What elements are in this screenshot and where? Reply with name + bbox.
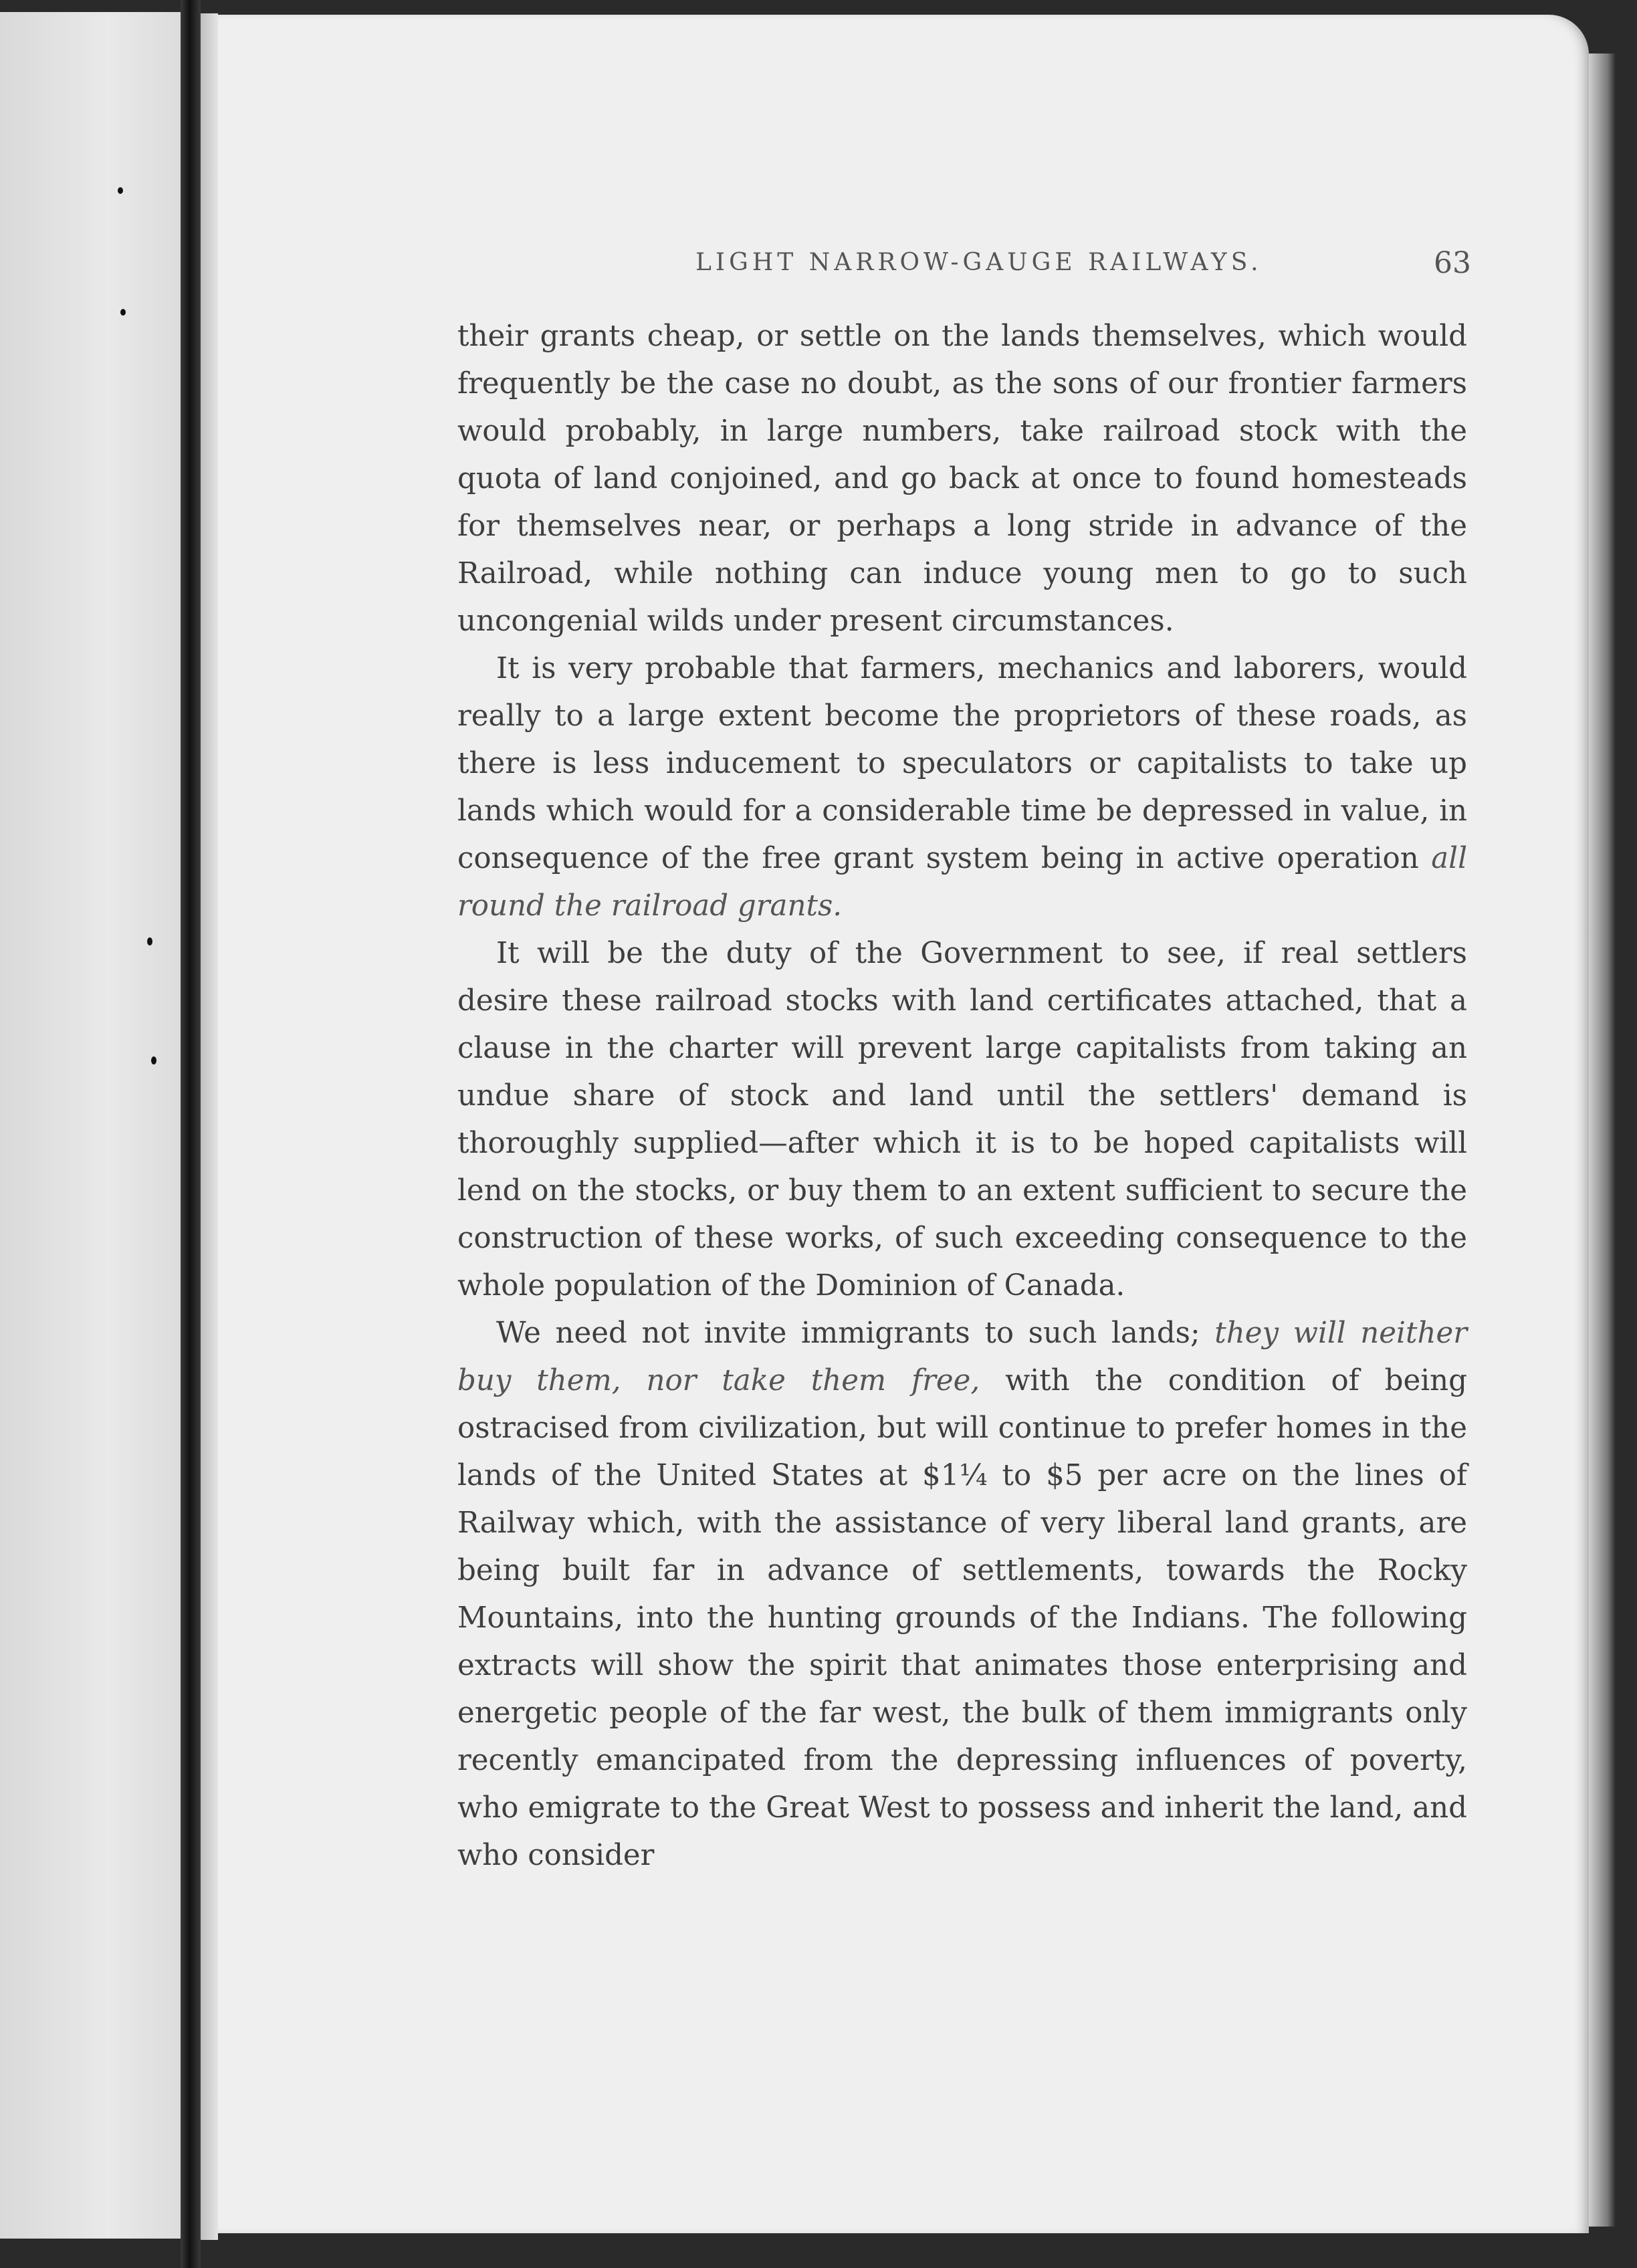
- right-page-edge: [1589, 53, 1616, 2227]
- scan-speck: [147, 937, 152, 945]
- scan-speck: [151, 1056, 156, 1064]
- gutter-page-edge: [201, 13, 218, 2240]
- scan-speck: [118, 187, 123, 194]
- paragraph-2-text: It is very probable that farmers, mechanics and laborers, would really to a large extent become the proprietors of these roads, as there is less inducement to speculators or capitalists to take up lands which would for a considerable time be depressed in value, in consequence of the free grant system being in active operation: [457, 652, 1467, 875]
- page-number: 63: [1434, 246, 1471, 280]
- facing-page-edge: [0, 12, 181, 2239]
- paragraph-2: [457, 645, 1467, 930]
- paragraph-4-text-end: with the condition of being ostracised from civilization, but will continue to prefer homes in the lands of the United States at $1¼ to $5 per acre on the lines of Railway which, with the assistance of very liberal land grants, are being built far in advance of settlements, towards the Rocky Mountains, into the hunting grounds of the Indians. The following extracts will show the spirit that animates those enterprising and energetic people of the far west, the bulk of them immigrants only recently emancipated from the depressing influences of poverty, who emigrate to the Great West to possess and inherit the land, and who consider: [457, 1364, 1467, 1872]
- paragraph-4: [457, 1310, 1467, 1880]
- scan-speck: [120, 309, 126, 316]
- page-header: [695, 246, 1471, 289]
- paragraph-4-text-start: We need not invite immigrants to such lands;: [496, 1317, 1215, 1350]
- paragraph-2-italic: all round the railroad grants.: [457, 842, 1467, 923]
- running-title: LIGHT NARROW-GAUGE RAILWAYS.: [695, 249, 1263, 276]
- paragraph-4-italic: they will neither buy them, nor take them free,: [457, 1317, 1467, 1397]
- book-gutter: [181, 0, 201, 2268]
- paragraph-3: It will be the duty of the Government to see, if real settlers desire these railroad stocks with land certificates attached, that a clause in the charter will prevent large capitalists from taking an undue share of stock and land until the settlers' demand is thoroughly supplied—after which it is to be hoped capitalists will lend on the stocks, or buy them to an extent sufficient to secure the construction of these works, of such exceeding consequence to the whole population of the Dominion of Canada.: [457, 937, 1467, 1302]
- page-body: [457, 313, 1467, 1880]
- paragraph-1: their grants cheap, or settle on the lands themselves, which would frequently be the case no doubt, as the sons of our frontier farmers would probably, in large numbers, take railroad stock with the quota of land conjoined, and go back at once to found homesteads for themselves near, or perhaps a long stride in advance of the Railroad, while nothing can induce young men to go to such uncongenial wilds under present circumstances.: [457, 320, 1467, 638]
